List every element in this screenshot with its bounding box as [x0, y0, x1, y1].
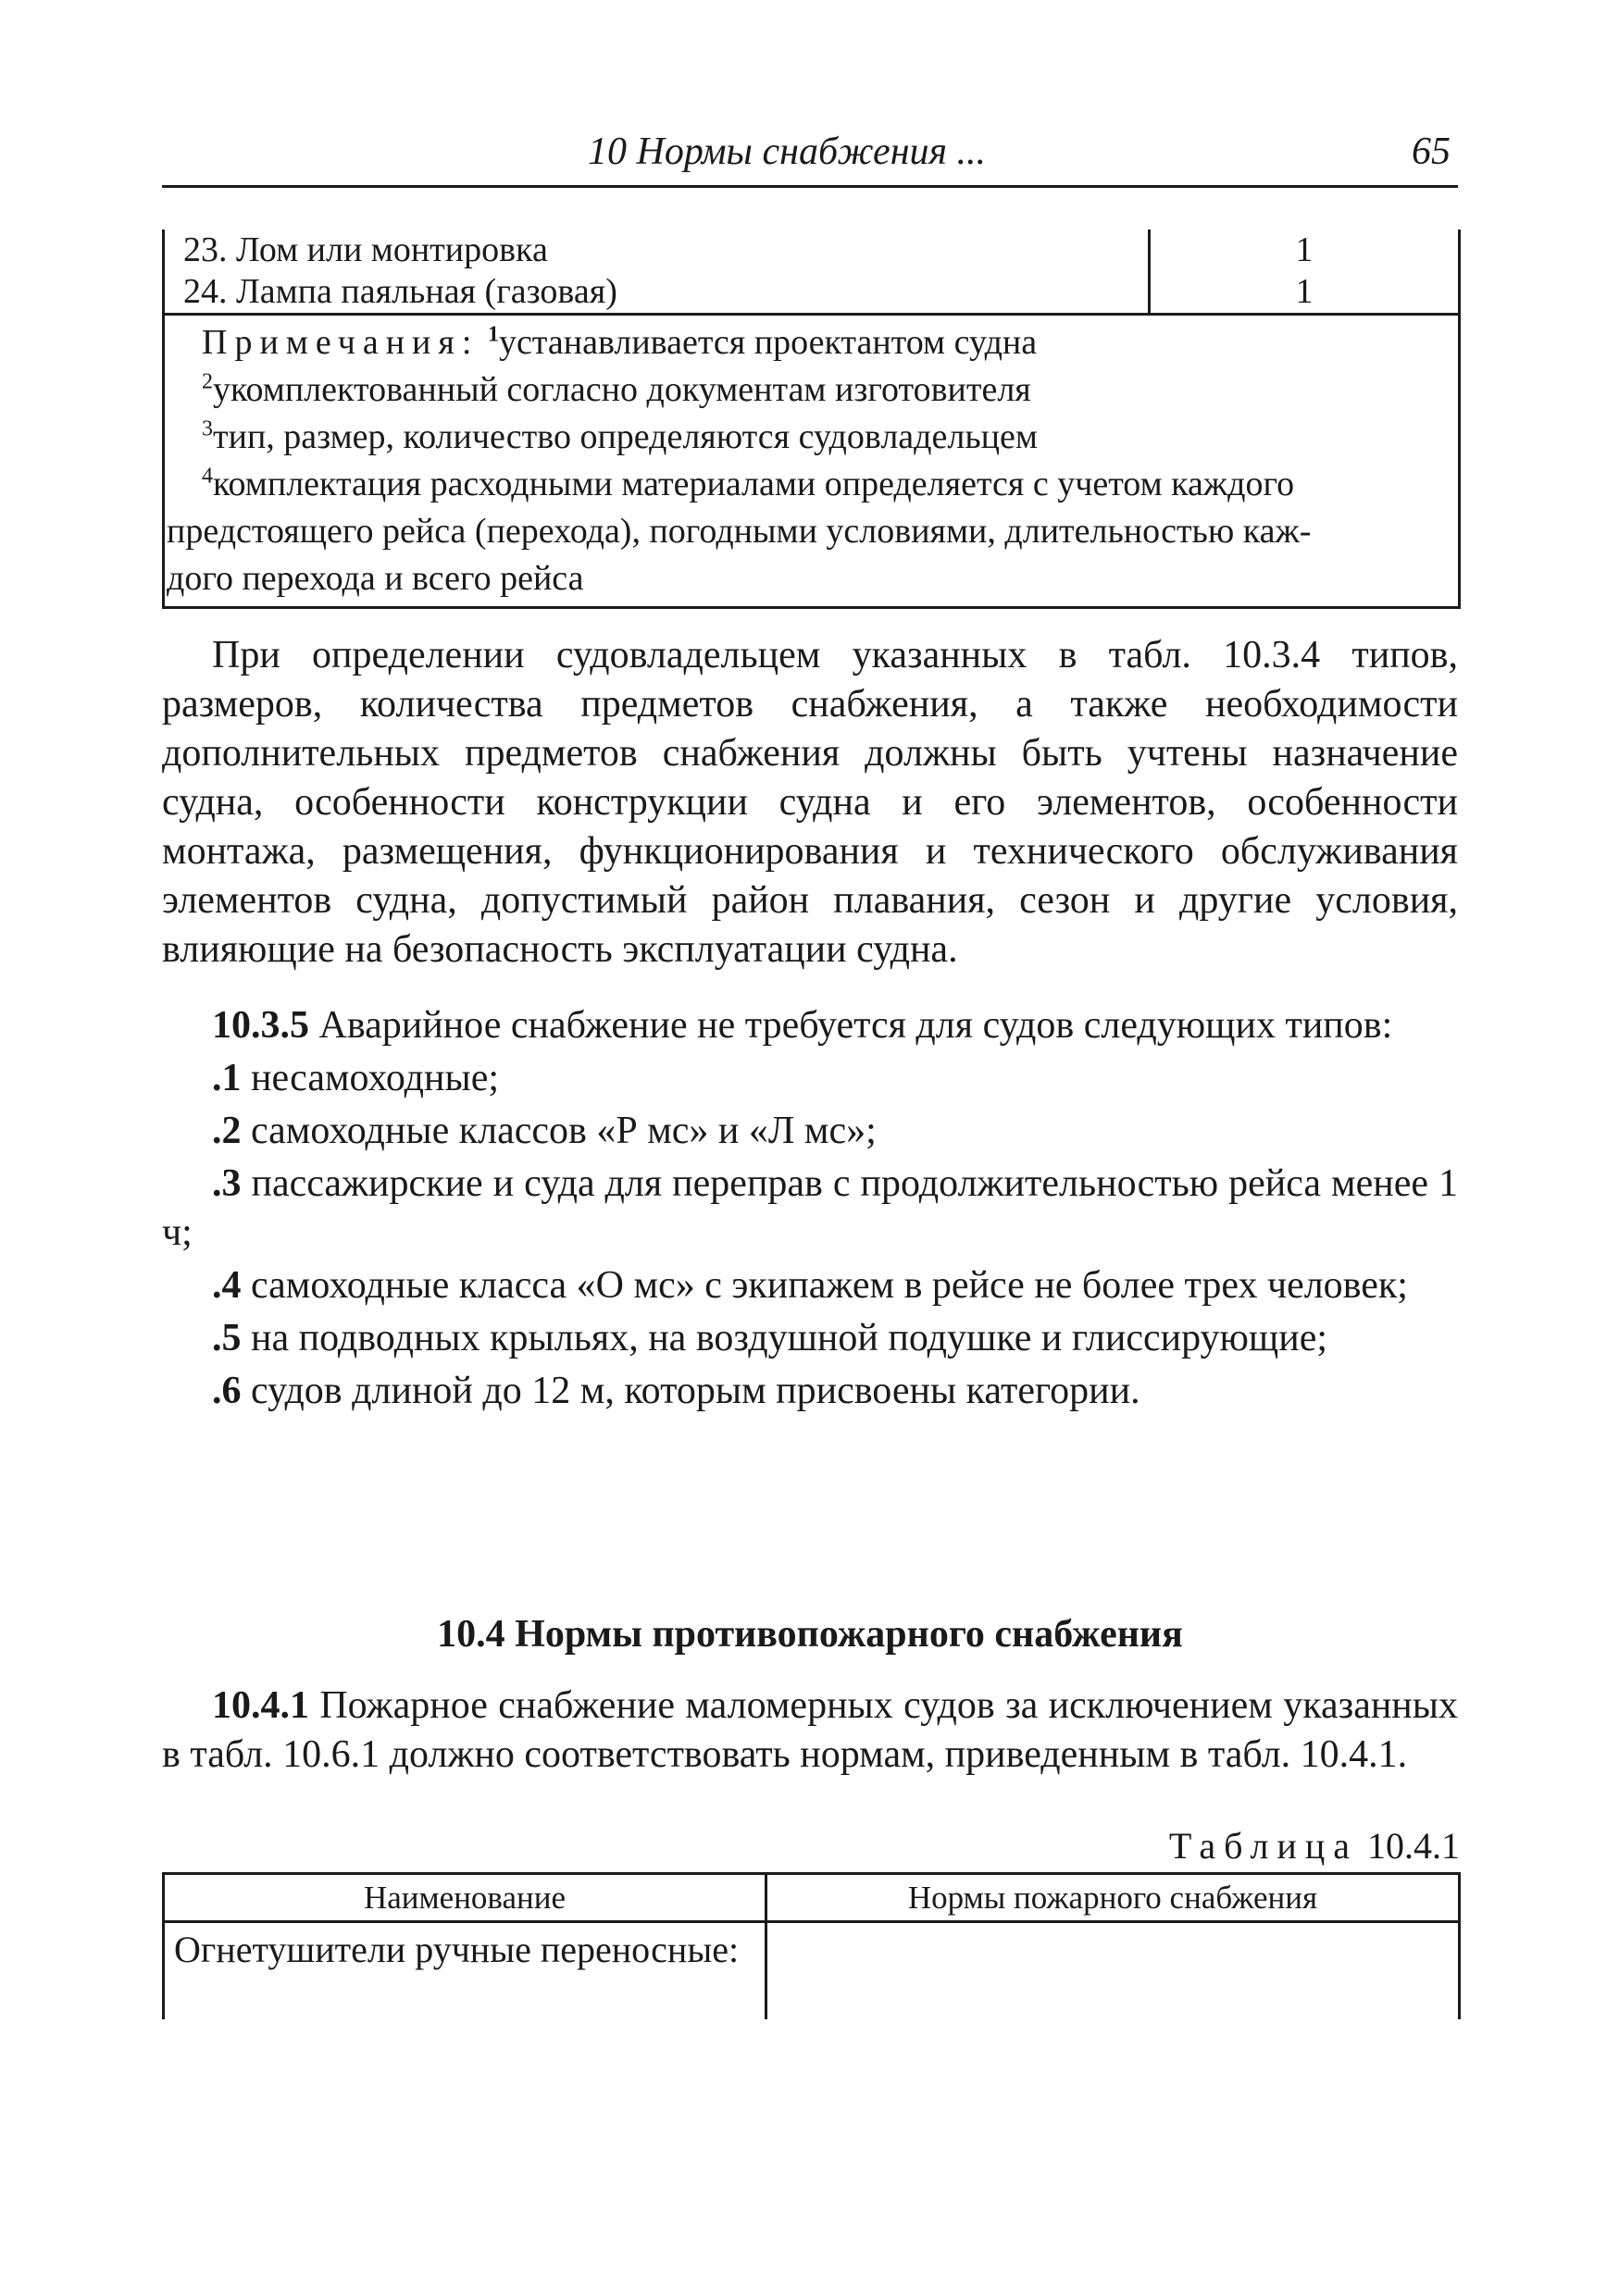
- clause-intro: [162, 1001, 1458, 1050]
- note-mark: 1: [487, 322, 499, 347]
- table-row: [164, 271, 1460, 315]
- clause-text: Пожарное снабжение маломерных судов за исключением указанных в табл. 10.6.1 должно соответствовать нормам, приведенным в табл. 10.4.1.: [162, 1684, 1459, 1776]
- paragraph-block: [162, 631, 1458, 974]
- clause-intro: [162, 1682, 1458, 1780]
- clause-text: Аварийное снабжение не требуется для судов следующих типов:: [318, 1004, 1393, 1047]
- item-number: .1: [212, 1057, 242, 1099]
- item-name: 24. Лампа паяльная (газовая): [164, 271, 1150, 315]
- note-text: комплектация расходными материалами определяется с учетом каждого: [213, 465, 1295, 503]
- note-3: [167, 414, 1439, 461]
- item-quantity: 1: [1150, 271, 1460, 315]
- caption-number: 10.4.1: [1367, 1825, 1460, 1867]
- table-row: [164, 230, 1460, 271]
- item-text: судов длиной до 12 м, которым присвоены категории.: [251, 1370, 1140, 1412]
- list-item: [162, 1314, 1458, 1363]
- table-notes: [164, 315, 1460, 608]
- caption-word: Таблица: [1168, 1825, 1358, 1867]
- item-number: .3: [212, 1162, 242, 1205]
- item-quantity: 1: [1150, 230, 1460, 271]
- notes-row: [164, 315, 1460, 608]
- note-mark: 2: [202, 369, 213, 394]
- note-text: тип, размер, количество определяются судовладельцем: [213, 417, 1038, 456]
- table-header-row: [164, 1874, 1460, 1922]
- table-caption: [1169, 1823, 1460, 1869]
- item-name: Огнетушители ручные переносные:: [164, 1922, 766, 2020]
- note-text: устанавливается проектантом судна: [498, 323, 1038, 362]
- fire-supply-table: [162, 1872, 1461, 2019]
- table-row: [164, 1922, 1460, 2020]
- list-item: [162, 1107, 1458, 1156]
- item-text: на подводных крыльях, на воздушной подушке и глиссирующие;: [251, 1317, 1328, 1359]
- column-header: Наименование: [164, 1874, 766, 1922]
- running-header: [162, 130, 1458, 188]
- item-text: пассажирские и суда для переправ с продолжительностью рейса менее 1 ч;: [162, 1162, 1459, 1254]
- note-text: укомплектованный согласно документам изготовителя: [213, 370, 1031, 409]
- notes-label: Примечания:: [202, 323, 479, 362]
- section-heading: 10.4 Нормы противопожарного снабжения: [437, 1613, 1183, 1656]
- note-4: [167, 461, 1439, 508]
- supply-table-continuation: [162, 230, 1461, 609]
- note-4-cont: предстоящего рейса (перехода), погодными условиями, длительностью каж-: [167, 512, 1312, 551]
- list-item: [162, 1261, 1458, 1310]
- item-text: самоходные класса «О мс» с экипажем в рейсе не более трех человек;: [251, 1264, 1408, 1307]
- list-item: [162, 1054, 1458, 1103]
- note-2: [167, 366, 1439, 414]
- item-number: .6: [212, 1370, 242, 1412]
- note-4-cont: дого перехода и всего рейса: [167, 559, 584, 598]
- list-item: [162, 1367, 1458, 1416]
- item-number: .5: [212, 1317, 242, 1359]
- item-text: самоходные классов «Р мс» и «Л мс»;: [251, 1110, 877, 1152]
- clause-10-4-1: [162, 1682, 1458, 1780]
- paragraph: При определении судовладельцем указанных в табл. 10.3.4 типов, размеров, количества предметов снабжения, а также необходимости дополнительных предметов снабжения должны быть учтены назначение судна, особенности конструкции судна и его элементов, особенности монтажа, размещения, функционирования и технического обслуживания элементов судна, допустимый район плавания, сезон и другие условия, влияющие на безопасность эксплуатации судна.: [162, 634, 1458, 971]
- note-mark: 4: [202, 464, 213, 489]
- clause-number: 10.3.5: [212, 1004, 309, 1047]
- clause-number: 10.4.1: [212, 1684, 309, 1727]
- item-number: .2: [212, 1110, 242, 1152]
- note-mark: 3: [202, 416, 213, 441]
- chapter-title: 10 Нормы снабжения ...: [588, 130, 987, 173]
- item-number: .4: [212, 1264, 242, 1307]
- list-item: [162, 1160, 1458, 1258]
- item-norm: [766, 1922, 1460, 2020]
- item-name: 23. Лом или монтировка: [164, 230, 1150, 271]
- page-number: 65: [1412, 130, 1451, 173]
- clause-10-3-5: [162, 1001, 1458, 1416]
- note-1: [167, 319, 1439, 366]
- item-text: несамоходные;: [251, 1057, 500, 1099]
- column-header: Нормы пожарного снабжения: [766, 1874, 1460, 1922]
